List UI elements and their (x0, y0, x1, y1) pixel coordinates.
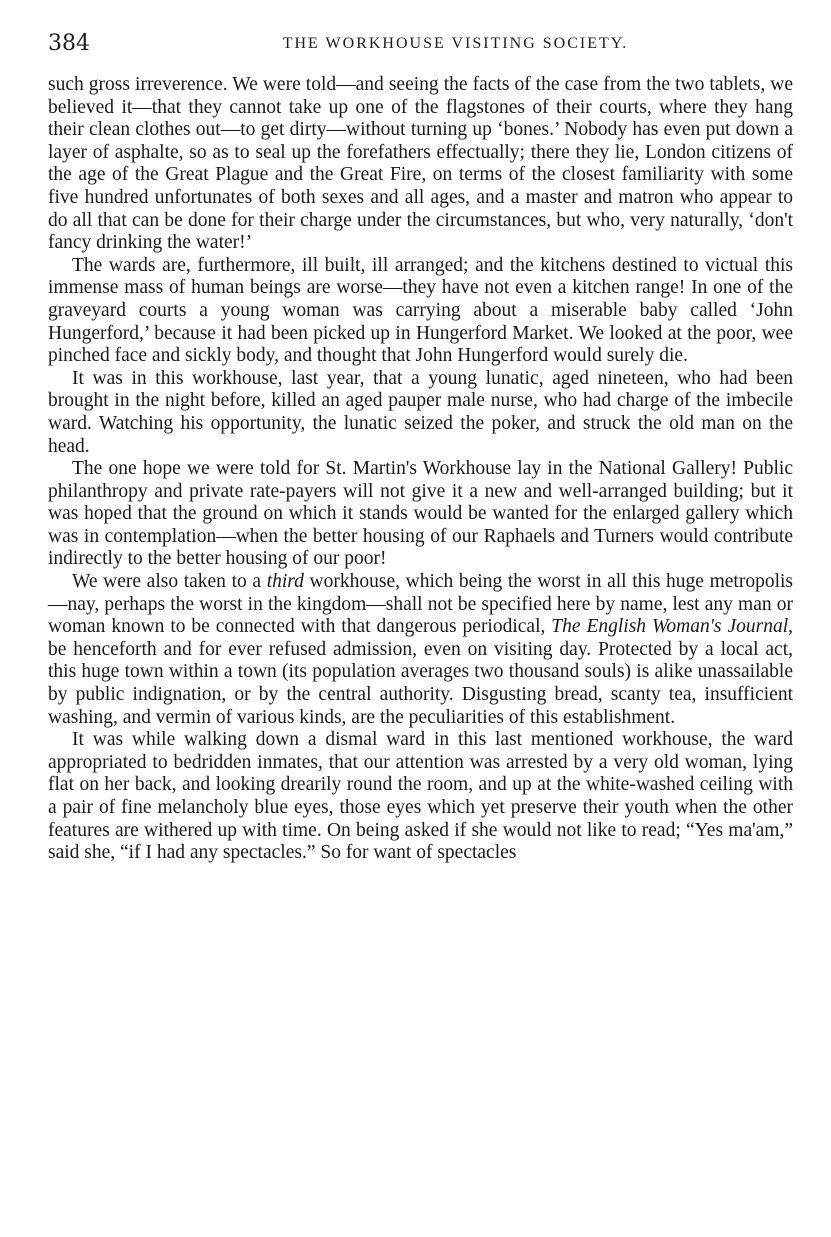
paragraph-5-part-3: , be henceforth and for ever refused admission, even on visiting day. Protected by a local act, this huge town within a town (its population averages two thousand souls) is alike unassailable by public indignation, or by the central authority. Disgusting bread, scanty tea, insufficient washing, and vermin of various kinds, are the peculiarities of this establishment. (48, 616, 793, 728)
page-number: 384 (48, 31, 90, 56)
body-text (48, 74, 793, 865)
paragraph-3: It was in this workhouse, last year, that a young lunatic, aged nineteen, who had been brought in the night before, killed an aged pauper male nurse, who had charge of the imbecile ward. Watching his opportunity, the lunatic seized the poker, and struck the old man on the head. (48, 367, 793, 457)
page-header (48, 30, 793, 58)
paragraph-5 (48, 571, 793, 729)
running-head: THE WORKHOUSE VISITING SOCIETY. (282, 35, 629, 52)
paragraph-5-italic-2: The English Woman's Journal (551, 616, 789, 638)
paragraph-2: The wards are, furthermore, ill built, ill arranged; and the kitchens destined to victual this immense mass of human beings are worse—they have not even a kitchen range! In one of the graveyard courts a young woman was carrying about a miserable baby called ‘John Hungerford,’ because it had been picked up in Hungerford Market. We looked at the poor, wee pinched face and sickly body, and thought that John Hungerford would surely die. (48, 254, 793, 367)
paragraph-6: It was while walking down a dismal ward in this last mentioned workhouse, the ward appropriated to bedridden inmates, that our attention was arrested by a very old woman, lying flat on her back, and looking drearily round the room, and up at the white-washed ceiling with a pair of fine melancholy blue eyes, those eyes which yet preserve their youth when the other features are withered up with time. On being asked if she would not like to read; “Yes ma'am,” said she, “if I had any spectacles.” So for want of spectacles (48, 729, 793, 864)
paragraph-5-italic-1: third (266, 571, 304, 593)
paragraph-5-part-1: We were also taken to a (72, 571, 267, 593)
paragraph-1: such gross irreverence. We were told—and seeing the facts of the case from the two tablets, we believed it—that they cannot take up one of the flagstones of their courts, where they hang their clean clothes out—to get dirty—without turning up ‘bones.’ Nobody has even put down a layer of asphalte, so as to seal up the forefathers effectually; there they lie, London citizens of the age of the Great Plague and the Great Fire, on terms of the closest familiarity with some five hundred unfortunates of both sexes and all ages, and a master and matron who appear to do all that can be done for their charge under the circumstances, but who, very naturally, ‘don't fancy drinking the water!’ (48, 74, 793, 254)
paragraph-4: The one hope we were told for St. Martin's Workhouse lay in the National Gallery! Public philanthropy and private rate-payers will not give it a new and well-arranged building; but it was hoped that the ground on which it stands would be wanted for the enlarged gallery which was in contemplation—when the better housing of our Raphaels and Turners would contribute indirectly to the better housing of our poor! (48, 458, 793, 570)
paragraph-5-part-2: workhouse, which being the worst in all this huge metropolis—nay, perhaps the worst in the kingdom—shall not be specified here by name, lest any man or woman known to be connected with that dangerous periodical, (48, 571, 793, 638)
